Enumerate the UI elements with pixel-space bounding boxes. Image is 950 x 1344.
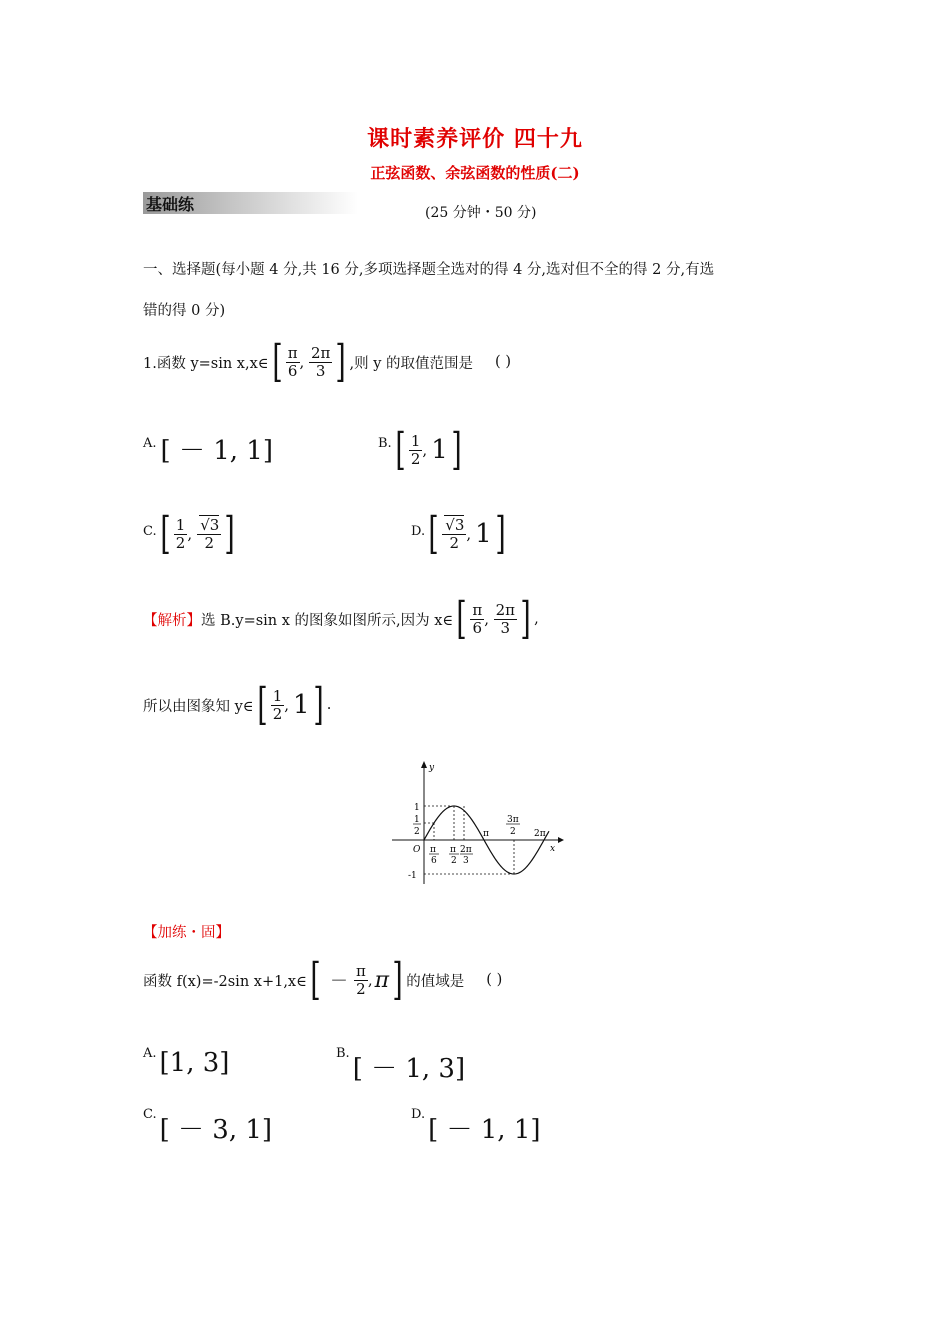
x-axis-label: x — [550, 844, 556, 854]
solution-conclusion: 所以由图象知 y∈ — [143, 698, 254, 715]
practice-option-d[interactable] — [411, 1107, 541, 1146]
section-label: 基础练 — [146, 195, 195, 214]
practice-b-value: [ － 1, 3] — [352, 1054, 466, 1084]
y-tick-half-num: 1 — [414, 815, 420, 825]
q1-suffix: ,则 y 的取值范围是 — [349, 355, 474, 372]
solution-line2: 所以由图象知 y∈ [ $\frac{1}{2}$ , 1 ] . — [143, 679, 332, 730]
practice-a-value: [1, 3] — [159, 1048, 230, 1078]
practice-blank: ( ) — [486, 972, 503, 988]
practice-tag: 【加练・固】 — [143, 925, 230, 941]
x-tick-2pi3-num: 2π — [460, 845, 472, 855]
practice-c-label: C. — [143, 1107, 157, 1122]
practice-suffix: 的值域是 — [406, 973, 465, 990]
solution-interval: [ $\frac{\pi}{6}$ , $\frac{2\pi}{3}$ ] — [456, 593, 531, 644]
option-a-value: [ － 1, 1] — [160, 436, 273, 466]
y-tick-half-den: 2 — [414, 827, 420, 837]
q1-option-a[interactable] — [143, 430, 273, 467]
practice-b-label: B. — [336, 1046, 350, 1061]
page-title: 课时素养评价 四十九 — [367, 126, 583, 152]
practice-prefix: 函数 f(x)=-2sin x+1,x∈ — [143, 973, 307, 990]
practice-question — [143, 954, 503, 1005]
x-tick-3pi2-den: 2 — [510, 827, 516, 837]
q1-interval: [ $\frac{\pi}{6}$ , $\frac{2\pi}{3}$ ] — [271, 336, 347, 387]
solution-text: 选 B.y=sin x 的图象如图所示,因为 x∈ — [201, 612, 454, 629]
x-tick-2pi3-den: 3 — [463, 856, 469, 866]
time-note: (25 分钟・50 分) — [425, 205, 537, 221]
x-tick-pi2-num: π — [450, 845, 456, 855]
y-tick-1: 1 — [414, 803, 420, 813]
x-tick-2pi: 2π — [534, 829, 546, 839]
option-c-label: C. — [143, 524, 157, 539]
q1-option-b[interactable] — [378, 424, 465, 475]
practice-c-value: [ － 3, 1] — [159, 1115, 273, 1145]
solution-range: [ $\frac{1}{2}$ , 1 ] — [256, 679, 324, 730]
question-1 — [143, 336, 511, 387]
option-c-value: [ $\frac{1}{2}$ , $\frac{√3}{2}$ ] — [160, 508, 236, 559]
option-a-label: A. — [143, 436, 157, 451]
q1-option-c[interactable] — [143, 508, 239, 559]
option-b-value: [ $\frac{1}{2}$ , 1 ] — [395, 424, 462, 475]
x-axis-arrow — [558, 837, 564, 843]
page-subtitle: 正弦函数、余弦函数的性质(二) — [370, 164, 580, 182]
y-axis-label: y — [429, 763, 435, 773]
instructions-line1: 一、选择题(每小题 4 分,共 16 分,多项选择题全选对的得 4 分,选对但不全的得 2 分,有选 — [143, 262, 715, 278]
y-axis-arrow — [421, 761, 427, 768]
y-tick-neg1: -1 — [408, 871, 417, 881]
practice-option-c[interactable] — [143, 1107, 272, 1146]
x-tick-pi2-den: 2 — [451, 856, 457, 866]
option-b-label: B. — [378, 436, 392, 451]
practice-a-label: A. — [143, 1046, 157, 1061]
section-banner — [143, 192, 358, 214]
practice-d-label: D. — [411, 1107, 426, 1122]
instructions-line2: 错的得 0 分) — [143, 303, 226, 319]
sine-graph — [388, 758, 568, 888]
practice-interval: [ － $\frac{\pi}{2}$ , π ] — [310, 954, 403, 1005]
origin-label: O — [413, 845, 421, 855]
practice-option-a[interactable] — [143, 1046, 229, 1078]
option-d-value: [ $\frac{√3}{2}$ , 1 ] — [428, 508, 506, 559]
x-tick-pi6-den: 6 — [431, 856, 437, 866]
q1-option-d[interactable] — [411, 508, 509, 559]
practice-d-value: [ － 1, 1] — [428, 1115, 541, 1145]
option-d-label: D. — [411, 524, 426, 539]
x-tick-pi6-num: π — [430, 845, 436, 855]
solution-line1: 【解析】 选 B.y=sin x 的图象如图所示,因为 x∈ [ $\frac{\pi}{6}$ , $\frac{2\pi}{3}$ ] , — [143, 593, 539, 644]
practice-option-b[interactable] — [336, 1046, 465, 1085]
q1-blank: ( ) — [495, 354, 511, 370]
solution-tag: 【解析】 — [143, 612, 201, 629]
x-tick-3pi2-num: 3π — [507, 815, 519, 825]
q1-prefix: 1.函数 y=sin x,x∈ — [143, 355, 269, 372]
x-tick-pi: π — [483, 829, 489, 839]
